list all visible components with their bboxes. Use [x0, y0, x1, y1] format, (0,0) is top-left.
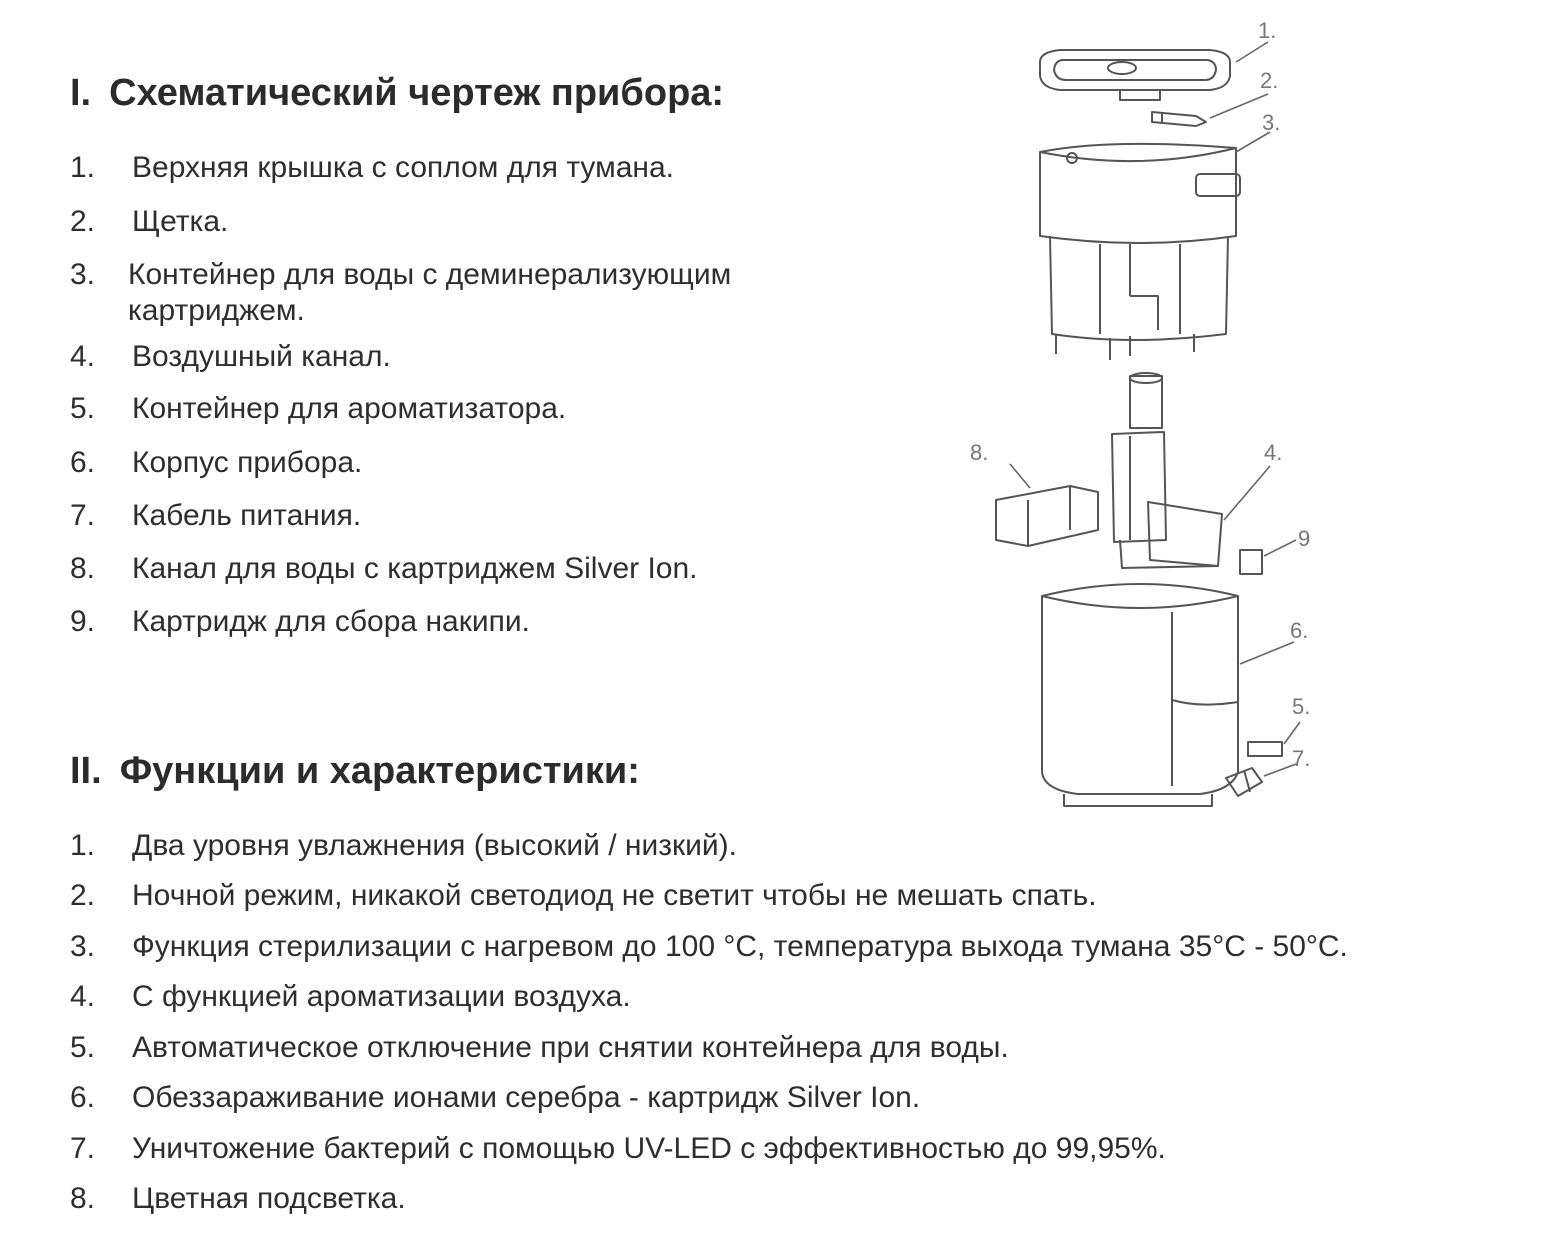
scale-cartridge-drawing — [1240, 550, 1262, 574]
item-number: 6. — [70, 1081, 96, 1114]
device-exploded-diagram — [960, 0, 1320, 820]
item-number: 5. — [70, 392, 96, 425]
item-text: Обеззараживание ионами серебра - картридж Silver Ion. — [132, 1081, 921, 1114]
item-text: Автоматическое отключение при снятии контейнера для воды. — [132, 1031, 1009, 1064]
item-text: Воздушный канал. — [132, 340, 391, 373]
air-channel-drawing — [1112, 373, 1222, 568]
section2-heading — [70, 750, 640, 793]
item-number: 3. — [70, 930, 96, 963]
item-number: 2. — [70, 879, 96, 912]
item-number: 8. — [70, 552, 96, 585]
diagram-label-1: 1. — [1258, 18, 1277, 43]
section2-roman: II. — [70, 750, 102, 792]
item-number: 7. — [70, 1132, 96, 1165]
section1-title: Схематический чертеж прибора: — [109, 72, 725, 114]
item-text: Ночной режим, никакой светодиод не светит чтобы не мешать спать. — [132, 879, 1097, 912]
top-lid-drawing — [1040, 50, 1230, 100]
diagram-label-2: 2. — [1260, 68, 1279, 93]
diagram-label-3: 3. — [1262, 110, 1281, 135]
item-number: 9. — [70, 605, 96, 638]
item-number: 8. — [70, 1182, 96, 1215]
item-number: 2. — [70, 205, 96, 238]
item-number: 1. — [70, 829, 96, 862]
diagram-labels — [970, 18, 1310, 771]
item-number: 6. — [70, 446, 96, 479]
diagram-label-6: 6. — [1290, 618, 1309, 643]
item-number: 3. — [70, 258, 96, 291]
item-number: 1. — [70, 151, 96, 184]
item-text: Уничтожение бактерий с помощью UV-LED с эффективностью до 99,95%. — [132, 1132, 1166, 1165]
item-text: Функция стерилизации с нагревом до 100 °C, температура выхода тумана 35°C - 50°C. — [132, 930, 1348, 963]
item-text: Картридж для сбора накипи. — [132, 605, 530, 638]
brush-drawing — [1152, 112, 1206, 126]
section1-roman: I. — [70, 72, 92, 114]
leader-lines — [1010, 42, 1300, 776]
item-text: Контейнер для воды с деминерализующим — [128, 258, 732, 291]
item-number: 4. — [70, 340, 96, 373]
item-text: Канал для воды с картриджем Silver Ion. — [132, 552, 698, 585]
diagram-label-4: 4. — [1264, 440, 1283, 465]
diagram-label-9: 9 — [1298, 526, 1311, 551]
section2-title: Функции и характеристики: — [119, 750, 640, 792]
item-text: Верхняя крышка с соплом для тумана. — [132, 151, 674, 184]
aroma-container-drawing — [1248, 742, 1282, 756]
item-text: Кабель питания. — [132, 499, 362, 532]
item-text: Два уровня увлажнения (высокий / низкий). — [132, 829, 737, 862]
item-text: Корпус прибора. — [132, 446, 363, 479]
item-number: 7. — [70, 499, 96, 532]
device-body-drawing — [1042, 584, 1238, 806]
water-container-drawing — [1040, 144, 1240, 360]
silver-ion-cartridge-drawing — [996, 486, 1098, 546]
diagram-label-5: 5. — [1292, 694, 1311, 719]
diagram-label-7: 7. — [1292, 746, 1311, 771]
item-text: Контейнер для ароматизатора. — [132, 392, 567, 425]
diagram-label-8: 8. — [970, 440, 989, 465]
item-text: С функцией ароматизации воздуха. — [132, 980, 631, 1013]
section1-heading — [70, 72, 724, 115]
item-text: Цветная подсветка. — [132, 1182, 406, 1215]
item-number: 5. — [70, 1031, 96, 1064]
item-text-continued: картриджем. — [128, 294, 305, 327]
item-text: Щетка. — [132, 205, 229, 238]
item-number: 4. — [70, 980, 96, 1013]
